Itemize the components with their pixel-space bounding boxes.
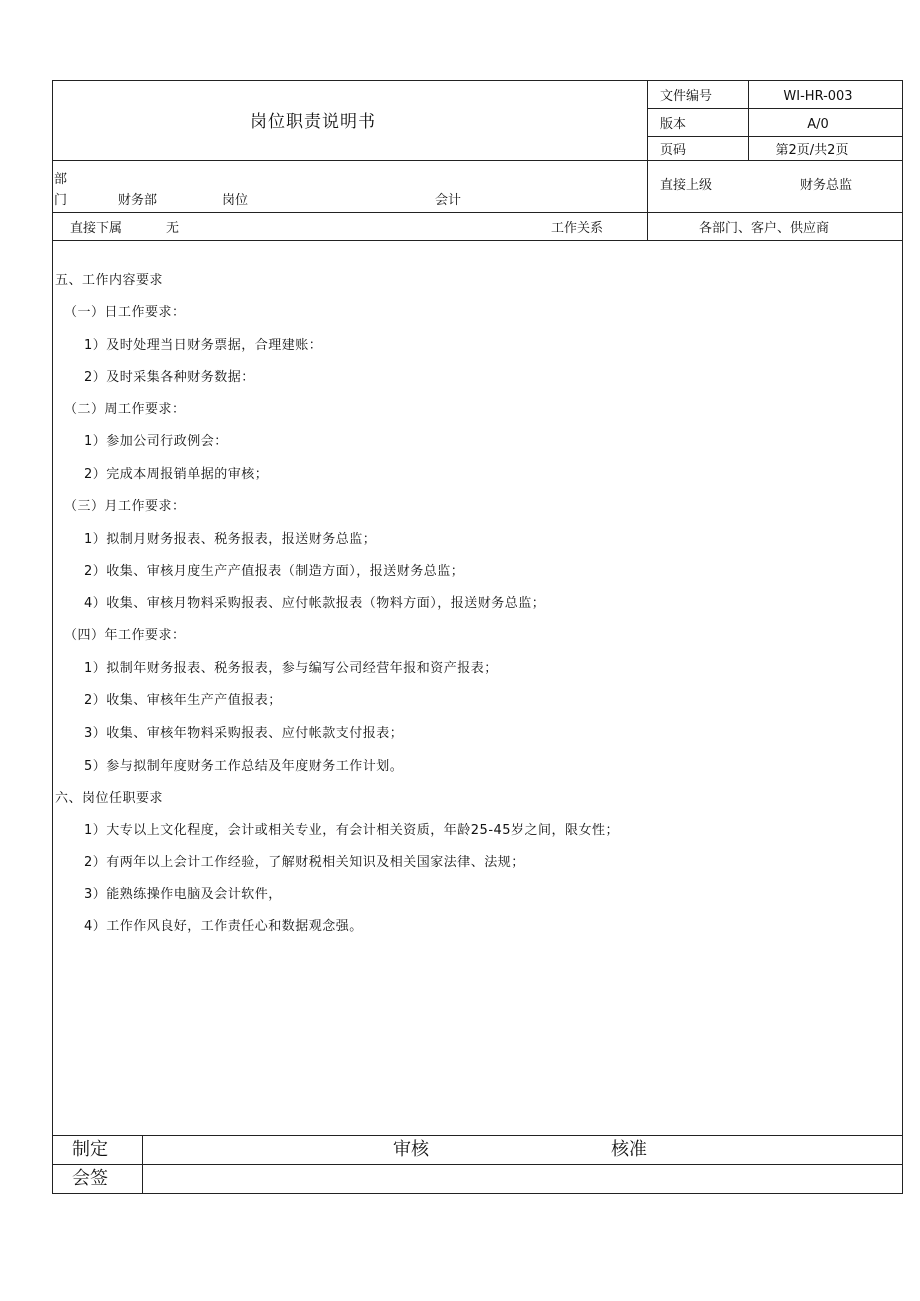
yearly-item: 5）参与拟制年度财务工作总结及年度财务工作计划。	[84, 759, 404, 774]
relation-label: 工作关系	[551, 221, 604, 236]
weekly-title: （二）周工作要求：	[64, 402, 186, 417]
daily-title: （一）日工作要求：	[64, 305, 186, 320]
weekly-item: 2）完成本周报销单据的审核；	[84, 467, 269, 482]
page-title: 岗位职责说明书	[250, 112, 376, 132]
version-label: 版本	[660, 117, 687, 132]
header-divider-1	[647, 80, 648, 212]
table-border-top	[52, 80, 903, 81]
monthly-item: 1）拟制月财务报表、税务报表，报送财务总监；	[84, 532, 377, 547]
post-label: 岗位	[222, 193, 249, 208]
post-value: 会计	[435, 193, 462, 208]
countersign-label: 会签	[72, 1168, 108, 1189]
superior-value: 财务总监	[799, 178, 853, 193]
superior-label: 直接上级	[660, 178, 713, 193]
relation-value: 各部门、客户、供应商	[698, 221, 830, 236]
header-row-line-2	[647, 136, 903, 137]
yearly-item: 1）拟制年财务报表、税务报表，参与编写公司经营年报和资产报表；	[84, 661, 498, 676]
page-label: 页码	[660, 143, 687, 158]
table-border-bottom	[52, 1193, 903, 1194]
dept-label-char-1: 部	[54, 172, 68, 187]
requirement-item: 2）有两年以上会计工作经验，了解财税相关知识及相关国家法律、法规；	[84, 855, 525, 870]
approve-label: 核准	[611, 1139, 647, 1160]
dept-label-char-2: 门	[54, 193, 68, 208]
subordinate-label: 直接下属	[70, 221, 123, 236]
header-row-line-1	[647, 108, 903, 109]
version-value: A/0	[807, 117, 829, 132]
daily-item: 1）及时处理当日财务票据，合理建账：	[84, 338, 323, 353]
table-line-footer-mid	[52, 1164, 903, 1165]
monthly-item: 2）收集、审核月度生产产值报表（制造方面），报送财务总监；	[84, 564, 465, 579]
made-label: 制定	[72, 1139, 108, 1160]
table-line-relation-bottom	[52, 240, 903, 241]
review-label: 审核	[393, 1139, 429, 1160]
table-line-footer-top	[52, 1135, 903, 1136]
yearly-item: 2）收集、审核年生产产值报表；	[84, 693, 282, 708]
table-border-right	[902, 80, 903, 1194]
weekly-item: 1）参加公司行政例会：	[84, 434, 228, 449]
dept-value: 财务部	[118, 193, 158, 208]
header-divider-2	[748, 80, 749, 160]
table-border-left	[52, 80, 53, 1194]
table-line-header-bottom	[52, 160, 903, 161]
table-line-info-bottom	[52, 212, 903, 213]
footer-divider	[142, 1135, 143, 1193]
monthly-title: （三）月工作要求：	[64, 499, 186, 514]
relation-divider	[647, 212, 648, 240]
yearly-item: 3）收集、审核年物料采购报表、应付帐款支付报表；	[84, 726, 404, 741]
doc-no-value: WI-HR-003	[783, 89, 853, 104]
requirement-item: 4）工作作风良好，工作责任心和数据观念强。	[84, 919, 363, 934]
requirement-item: 1）大专以上文化程度，会计或相关专业，有会计相关资质，年龄25-45岁之间，限女性；	[84, 823, 620, 838]
doc-no-label: 文件编号	[660, 89, 713, 104]
section-6-title: 六、岗位任职要求	[55, 791, 164, 806]
subordinate-value: 无	[166, 221, 180, 236]
page-value: 第2页/共2页	[775, 143, 849, 158]
yearly-title: （四）年工作要求：	[64, 628, 186, 643]
requirement-item: 3）能熟练操作电脑及会计软件，	[84, 887, 282, 902]
daily-item: 2）及时采集各种财务数据：	[84, 370, 255, 385]
monthly-item: 4）收集、审核月物料采购报表、应付帐款报表（物料方面），报送财务总监；	[84, 596, 546, 611]
section-5-title: 五、工作内容要求	[55, 273, 164, 288]
